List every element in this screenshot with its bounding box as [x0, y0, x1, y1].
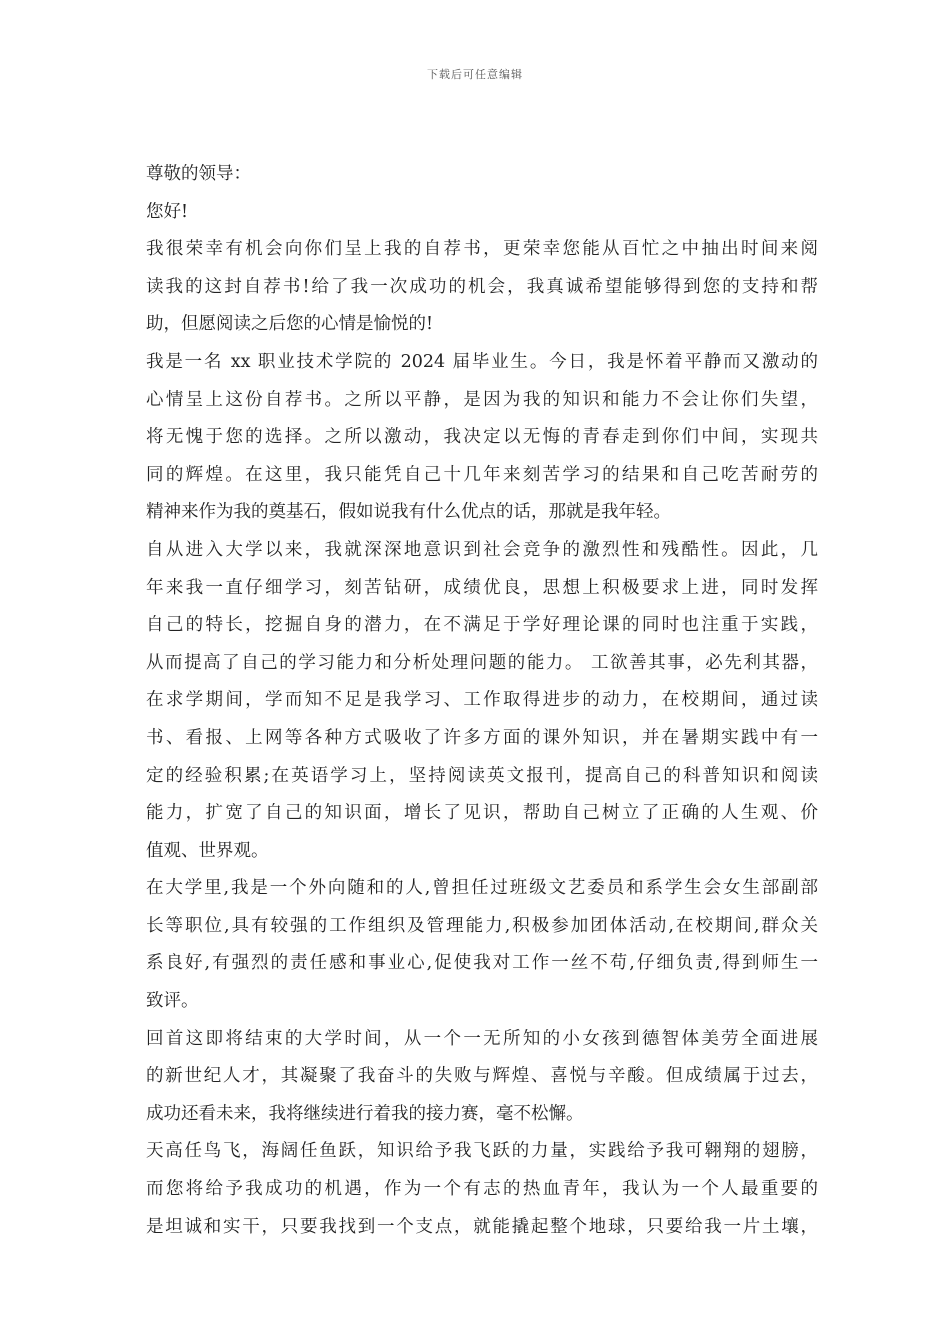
text-line: 天高任鸟飞，海阔任鱼跃，知识给予我飞跃的力量，实践给予我可翱翔的翅膀， — [146, 1141, 818, 1162]
text-line: 定的经验积累;在英语学习上，坚持阅读英文报刊，提高自己的科普知识和阅读 — [146, 765, 818, 786]
text-line: 书、看报、上网等各种方式吸收了许多方面的课外知识，并在暑期实践中有一 — [146, 727, 818, 748]
text-line: 将无愧于您的选择。之所以激动，我决定以无悔的青春走到你们中间，实现共 — [146, 427, 818, 448]
text-line: 从而提高了自己的学习能力和分析处理问题的能力。 工欲善其事，必先利其器， — [146, 652, 818, 673]
text-line: 能力，扩宽了自己的知识面，增长了见识，帮助自己树立了正确的人生观、价 — [146, 803, 818, 824]
text-line: 致评。 — [146, 991, 199, 1012]
text-line: 助，但愿阅读之后您的心情是愉悦的! — [146, 314, 434, 335]
text-line: 心情呈上这份自荐书。之所以平静，是因为我的知识和能力不会让你们失望， — [146, 389, 818, 410]
header-note: 下载后可任意编辑 — [427, 68, 523, 81]
text-line: 在大学里,我是一个外向随和的人,曾担任过班级文艺委员和系学生会女生部副部 — [146, 878, 818, 899]
text-line: 系良好,有强烈的责任感和事业心,促使我对工作一丝不苟,仔细负责,得到师生一 — [146, 953, 818, 974]
text-line: 回首这即将结束的大学时间，从一个一无所知的小女孩到德智体美劳全面进展 — [146, 1028, 818, 1049]
text-line: 我很荣幸有机会向你们呈上我的自荐书，更荣幸您能从百忙之中抽出时间来阅 — [146, 239, 818, 260]
text-line: 在求学期间，学而知不足是我学习、工作取得进步的动力，在校期间，通过读 — [146, 690, 818, 711]
text-line: 值观、世界观。 — [146, 840, 269, 861]
text-line: 自从进入大学以来，我就深深地意识到社会竞争的激烈性和残酷性。因此，几 — [146, 539, 818, 560]
text-line: 成功还看未来，我将继续进行着我的接力赛，毫不松懈。 — [146, 1103, 584, 1124]
letter-body — [146, 156, 818, 1246]
text-line: 我是一名 xx 职业技术学院的 2024 届毕业生。今日，我是怀着平静而又激动的 — [146, 351, 818, 372]
text-line: 读我的这封自荐书!给了我一次成功的机会，我真诚希望能够得到您的支持和帮 — [146, 276, 818, 297]
text-line: 是坦诚和实干，只要我找到一个支点，就能撬起整个地球，只要给我一片土壤， — [146, 1216, 818, 1237]
text-line: 年来我一直仔细学习，刻苦钻研，成绩优良，思想上积极要求上进，同时发挥 — [146, 577, 818, 598]
text-line: 尊敬的领导： — [146, 164, 251, 184]
text-line: 自己的特长，挖掘自身的潜力，在不满足于学好理论课的同时也注重于实践， — [146, 615, 818, 636]
text-line: 精神来作为我的奠基石，假如说我有什么优点的话，那就是我年轻。 — [146, 502, 671, 523]
text-line: 您好! — [146, 201, 189, 222]
text-line: 的新世纪人才，其凝聚了我奋斗的失败与辉煌、喜悦与辛酸。但成绩属于过去， — [146, 1066, 818, 1087]
text-line: 而您将给予我成功的机遇，作为一个有志的热血青年，我认为一个人最重要的 — [146, 1179, 818, 1200]
text-line: 同的辉煌。在这里，我只能凭自己十几年来刻苦学习的结果和自己吃苦耐劳的 — [146, 464, 818, 485]
text-line: 长等职位,具有较强的工作组织及管理能力,积极参加团体活动,在校期间,群众关 — [146, 915, 818, 936]
